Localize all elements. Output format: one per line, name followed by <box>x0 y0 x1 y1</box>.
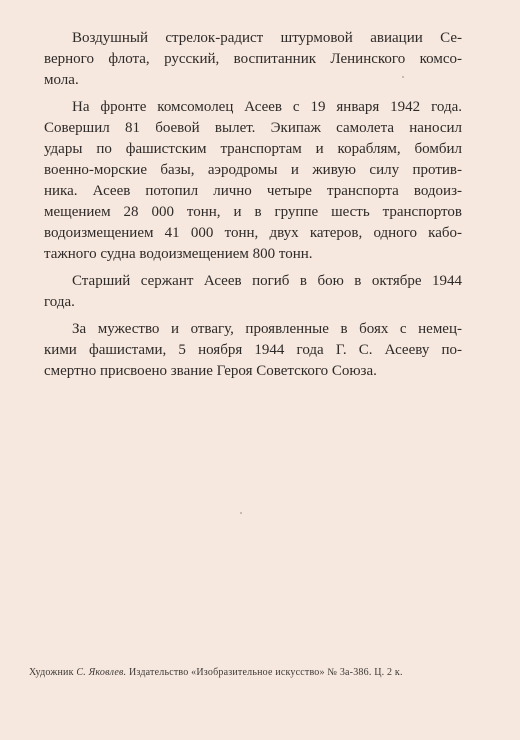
paragraph-2 <box>44 97 462 265</box>
paragraph-3 <box>44 271 462 313</box>
text-line: Совершил 81 боевой вылет. Экипаж самолета наносил <box>44 120 462 136</box>
text-line: водоизмещением 41 000 тонн, двух катеров, одного кабо- <box>44 225 462 241</box>
text-line: Старший сержант Асеев погиб в бою в октябре 1944 <box>72 273 462 289</box>
text-line: года. <box>44 294 75 310</box>
biography-text <box>44 28 462 388</box>
text-line: смертно присвоено звание Героя Советского Союза. <box>44 363 377 379</box>
artist-label: Художник <box>29 667 74 678</box>
text-line: ника. Асеев потопил лично четыре транспорта водоиз- <box>44 183 462 199</box>
text-line: мола. <box>44 72 79 88</box>
paper-speck <box>402 76 404 78</box>
print-code: № 3а-386. Ц. 2 к. <box>327 667 403 678</box>
paper-speck <box>240 512 242 514</box>
text-line: верного флота, русский, воспитанник Ленинского комсо- <box>44 51 462 67</box>
text-line: мещением 28 000 тонн, и в группе шесть транспортов <box>44 204 462 220</box>
text-line: военно-морские базы, аэродромы и живую силу против- <box>44 162 462 178</box>
text-line: Воздушный стрелок-радист штурмовой авиации Се- <box>72 30 462 46</box>
paragraph-4 <box>44 319 462 382</box>
text-line: удары по фашистским транспортам и кораблям, бомбил <box>44 141 462 157</box>
paragraph-1 <box>44 28 462 91</box>
imprint-footer <box>29 667 403 678</box>
text-line: На фронте комсомолец Асеев с 19 января 1942 года. <box>72 99 462 115</box>
text-line: За мужество и отвагу, проявленные в боях с немец- <box>72 321 462 337</box>
text-line: кими фашистами, 5 ноября 1944 года Г. С. Асееву по- <box>44 342 462 358</box>
publisher: Издательство «Изобразительное искусство» <box>129 667 325 678</box>
text-line: тажного судна водоизмещением 800 тонн. <box>44 246 313 262</box>
artist-name: С. Яковлев. <box>76 667 127 678</box>
